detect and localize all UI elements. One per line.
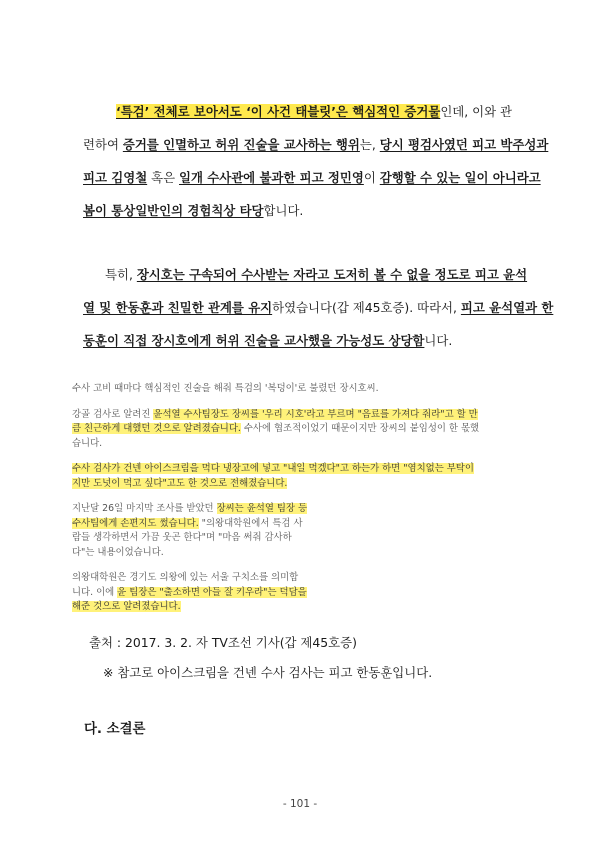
article-line	[72, 382, 379, 397]
source-citation: 출처 : 2017. 3. 2. 자 TV조선 기사(갑 제45호증)	[89, 635, 357, 650]
article-line	[72, 571, 372, 586]
article-text: "의왕대학원에서 특검 사	[198, 517, 303, 529]
para2-line-2	[83, 291, 554, 324]
para2-line-3	[83, 324, 543, 357]
para2-line-1	[83, 258, 543, 291]
article-text: 니다. 이에	[72, 586, 118, 598]
article-text: 수사 고비 때마다 핵심적인 진술을 해줘 특검의 '복덩이'로 불렸던 장시호씨.	[72, 383, 379, 394]
para2-emphasis: 장시호는 구속되어 수사받는 자라고 도저히 볼 수 없을 정도로 피고 윤석	[136, 267, 528, 282]
para1-text: 이	[363, 170, 380, 185]
para1-line-3	[83, 161, 543, 194]
para2-text: 니다.	[424, 333, 453, 348]
article-line	[72, 408, 478, 423]
article-line	[72, 586, 372, 601]
article-highlight: 윤석열 수사팀장도 장씨를 '우리 시호'라고 부르며 "음료를 가져다 줘라"고 할 만	[153, 408, 478, 420]
article-text: 다"는 내용이었습니다.	[72, 546, 164, 558]
reference-note: ※ 참고로 아이스크림을 건넨 수사 검사는 피고 한동훈입니다.	[103, 665, 433, 680]
article-line	[72, 462, 474, 477]
para2-emphasis: 동훈이 직접 장시호에게 허위 진술을 교사했을 가능성도 상당함	[83, 333, 425, 348]
para2-text: 하였습니다(갑 제45호증). 따라서,	[272, 300, 461, 315]
article-text: 습니다.	[72, 437, 103, 449]
para1-text: 련하여	[83, 137, 123, 152]
para1-emphasis: 증거를 인멸하고 허위 진술을 교사하는 행위	[122, 137, 360, 152]
page-number: - 101 -	[282, 798, 318, 810]
para2-emphasis: 열 및 한동훈과 친밀한 관계를 유지	[83, 300, 273, 315]
para1-emphasis: 당시 평검사였던 피고 박주성과	[379, 137, 549, 152]
article-highlight: 윤 팀장은 "출소하면 아들 잘 키우라"는 덕담을	[117, 586, 307, 598]
para1-emphasis: 피고 김영철	[83, 170, 148, 185]
para1-emphasis: 감행할 수 있는 일이 아니라고	[379, 170, 541, 185]
article-highlight: 큼 친근하게 대했던 것으로 알려졌습니다.	[72, 423, 241, 434]
para1-line-4	[83, 194, 543, 227]
article-line	[72, 437, 372, 452]
article-text: 수사에 협조적이었기 때문이지만 장씨의 붙임성이 한 몫했	[240, 423, 480, 434]
article-text: 강골 검사로 알려진	[72, 408, 154, 420]
article-line	[72, 502, 372, 517]
article-text: 람들 생각하면서 가끔 웃곤 한다"며 "마음 써줘 감사하	[72, 532, 292, 543]
paragraph-2	[83, 258, 554, 357]
paragraph-1	[83, 95, 549, 227]
article-line	[72, 600, 372, 615]
article-highlight: 지만 도넛이 먹고 싶다"고도 한 것으로 전해졌습니다.	[72, 477, 288, 489]
article-highlight: 해준 것으로 알려졌습니다.	[72, 601, 181, 612]
article-text: 의왕대학원은 경기도 의왕에 있는 서울 구치소를 의미합	[72, 572, 299, 583]
article-line	[72, 531, 372, 546]
article-line	[72, 422, 480, 437]
para1-text: 인데, 이와 관	[440, 104, 512, 119]
news-article-excerpt	[72, 382, 480, 615]
article-line	[72, 517, 372, 532]
para1-emphasis: 일개 수사관에 불과한 피고 정민영	[179, 170, 364, 185]
para2-emphasis: 피고 윤석열과 한	[460, 300, 554, 315]
para1-emphasis: ‘특검’ 전체로 보아서도 ‘이 사건 태블릿’은 핵심적인 증거물	[116, 104, 441, 119]
para1-emphasis: 봄이 통상일반인의 경험칙상 타당	[83, 203, 264, 218]
para1-line-2	[83, 128, 549, 161]
para1-line-1	[83, 95, 543, 128]
article-line	[72, 546, 372, 561]
article-text: 지난달 26일 마지막 조사를 받았던	[72, 503, 217, 514]
article-highlight: 수사팀에게 손편지도 썼습니다.	[72, 517, 199, 529]
para1-text: 혹은	[147, 170, 179, 185]
section-heading: 다. 소결론	[84, 722, 146, 737]
article-highlight: 장씨는 윤석열 팀장 등	[216, 503, 308, 514]
article-line	[72, 477, 372, 492]
para2-text: 특히,	[105, 267, 137, 282]
article-highlight: 수사 검사가 건넨 아이스크림을 먹다 냉장고에 넣고 "내일 먹겠다"고 하는가 하면 "염치없는 부탁이	[72, 463, 474, 474]
para1-text: 합니다.	[263, 203, 304, 218]
para1-text: 는,	[359, 137, 380, 152]
